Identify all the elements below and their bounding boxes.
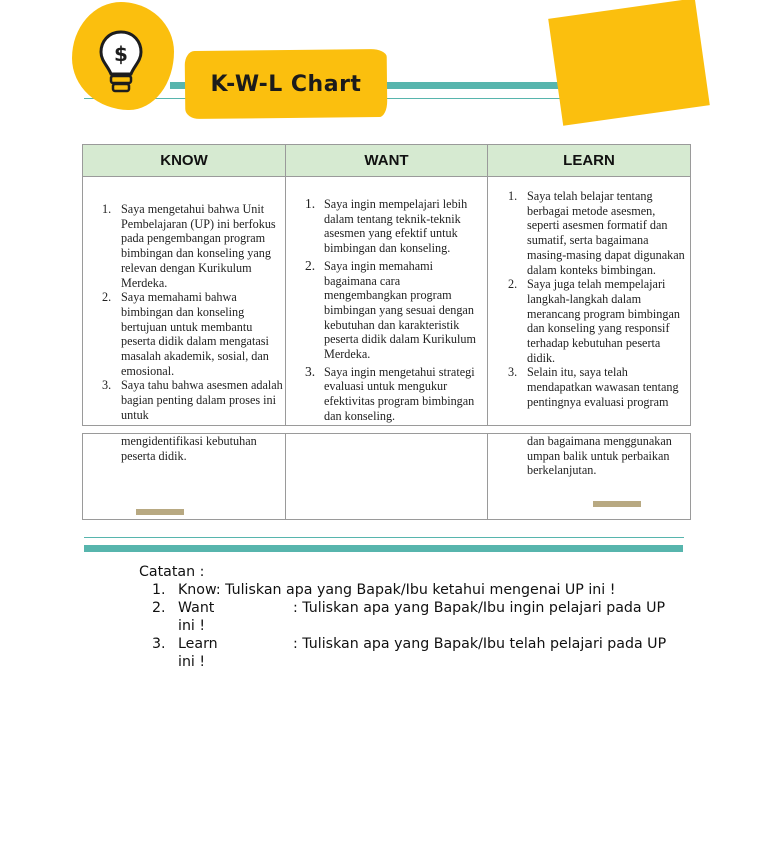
list-item: 1. Saya telah belajar tentang berbagai metode asesmen, seperti asesmen formatif dan sumatif, serta bagaimana masing-masing dapat digunakan dalam konteks bimbingan. [508, 189, 685, 277]
divider-mark [593, 501, 641, 507]
note-text-wrap: ini ! [178, 618, 206, 634]
note-text: Tuliskan apa yang Bapak/Ibu ketahui mengenai UP ini ! [225, 582, 616, 598]
lightbulb-icon [96, 28, 146, 98]
list-item: 3. Saya tahu bahwa asesmen adalah bagian penting dalam proses ini untuk [102, 378, 283, 422]
note-label: Want [178, 600, 215, 616]
list-item: 1. Saya ingin mempelajari lebih dalam tentang teknik-teknik asesmen yang efektif untuk bimbingan dan konseling. [305, 196, 468, 256]
column-want-continued [286, 434, 488, 519]
list-item: 3. Selain itu, saya telah mendapatkan wawasan tentang pentingnya evaluasi program [508, 365, 679, 409]
note-text: Tuliskan apa yang Bapak/Ibu telah pelajari pada UP [302, 636, 667, 652]
note-item-want [293, 600, 665, 618]
list-item: 2. Saya memahami bahwa bimbingan dan konseling bertujuan untuk membantu peserta didik dalam mengatasi masalah akademik, sosial, dan emosional. [102, 290, 269, 378]
list-item: 2. Saya juga telah mempelajari langkah-langkah dalam merancang program bimbingan dan konseling yang responsif terhadap kebutuhan peserta didik. [508, 277, 680, 365]
note-item-know [178, 582, 615, 600]
note-item-learn [293, 636, 666, 654]
note-text: Tuliskan apa yang Bapak/Ibu ingin pelajari pada UP [302, 600, 666, 616]
note-separator: : [293, 636, 303, 652]
note-separator: : [293, 600, 303, 616]
header-learn: LEARN [488, 145, 690, 177]
note-number: 2. [152, 600, 166, 616]
note-separator: : [215, 582, 226, 598]
page-title: K-W-L Chart [210, 71, 362, 97]
list-item: 1. Saya mengetahui bahwa Unit Pembelajaran (UP) ini berfokus pada pengembangan program bimbingan dan konseling yang relevan dengan Kurikulum Merdeka. [102, 202, 276, 290]
column-know-continued [83, 434, 286, 519]
note-number: 3. [152, 636, 166, 652]
divider-mark [136, 509, 184, 515]
notes-title: Catatan : [139, 564, 205, 580]
column-learn [488, 177, 690, 425]
kwl-table [82, 144, 691, 426]
column-want [286, 177, 488, 425]
decorative-note [548, 0, 710, 126]
note-label: Learn [178, 636, 218, 652]
svg-text:$: $ [114, 42, 128, 66]
list-item: 2. Saya ingin memahami bagaimana cara mengembangkan program bimbingan yang sesuai dengan kebutuhan dan karakteristik peserta didik dalam Kurikulum Merdeka. [305, 257, 476, 362]
list-item: 3. Saya ingin mengetahui strategi evaluasi untuk mengukur efektivitas program bimbingan dan konseling. [305, 363, 475, 423]
column-learn-continued [488, 434, 690, 519]
note-text-wrap: ini ! [178, 654, 206, 670]
kwl-table-continued [82, 433, 691, 520]
footer-divider-thick [84, 545, 683, 552]
note-number: 1. [152, 582, 166, 598]
learn-item-continued: dan bagaimana menggunakan umpan balik untuk perbaikan berkelanjutan. [527, 434, 672, 478]
know-item-continued: mengidentifikasi kebutuhan peserta didik. [121, 434, 257, 463]
column-know [83, 177, 286, 425]
note-label: Know [178, 582, 216, 598]
footer-divider-thin [84, 537, 684, 538]
header-want: WANT [286, 145, 488, 177]
header-know: KNOW [83, 145, 286, 177]
